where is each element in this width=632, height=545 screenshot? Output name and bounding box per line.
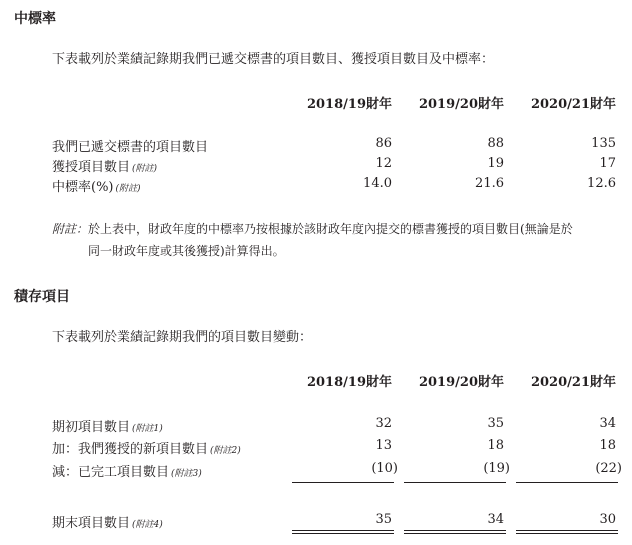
subtotal-rule: [292, 482, 394, 483]
column-header-2019-20: 2019/20財年: [418, 97, 504, 112]
table-cell: 35: [487, 416, 504, 431]
table-cell: 34: [487, 512, 504, 527]
section-intro-backlog: 下表載列於業績記錄期我們的項目數目變動：: [52, 330, 313, 345]
table-cell: 32: [375, 416, 392, 431]
section-title-backlog: 積存項目: [14, 289, 70, 305]
table-cell: 14.0: [363, 176, 392, 191]
table-cell: (19): [483, 461, 510, 476]
total-double-rule: [404, 530, 506, 534]
subtotal-rule: [404, 482, 506, 483]
row-label-awarded-projects: 獲授項目數目: [52, 160, 131, 175]
table-row-label: [52, 461, 202, 480]
table-cell: 19: [487, 156, 504, 171]
total-double-rule: [292, 530, 394, 534]
footnote-text-1: 於上表中，財政年度的中標率乃按根據於該財政年度內提交的標書獲授的項目數目(無論是於: [88, 222, 573, 236]
table-cell: 88: [487, 136, 504, 151]
section-title-bid-success-rate: 中標率: [14, 11, 56, 27]
total-double-rule: [516, 530, 618, 534]
table-cell: 18: [487, 438, 504, 453]
table-row-label: [52, 438, 241, 457]
table-row-label: [52, 136, 208, 155]
footnote-line-2: 同一財政年度或其後獲授)計算得出。: [88, 244, 285, 258]
row-note: (附註3): [171, 469, 202, 479]
table-cell: (22): [595, 461, 622, 476]
row-note: (附註2): [210, 446, 241, 456]
table-cell: 34: [599, 416, 616, 431]
section-intro-bid-success-rate: 下表載列於業績記錄期我們已遞交標書的項目數目、獲授項目數目及中標率：: [52, 52, 495, 67]
row-note: (附註): [115, 184, 141, 194]
column-header-2020-21: 2020/21財年: [530, 375, 616, 390]
table-cell: 13: [375, 438, 392, 453]
row-label-opening: 期初項目數目: [52, 420, 131, 435]
table-cell: 17: [599, 156, 616, 171]
footnote-prefix: 附註：: [52, 222, 89, 236]
row-note: (附註4): [132, 520, 163, 530]
column-header-2018-19: 2018/19財年: [306, 375, 392, 390]
table-cell: (10): [371, 461, 398, 476]
table-cell: 135: [591, 136, 616, 151]
table-row-label: [52, 512, 163, 531]
table-cell: 35: [375, 512, 392, 527]
column-header-2018-19: 2018/19財年: [306, 97, 392, 112]
row-note: (附註): [132, 164, 158, 174]
table-cell: 18: [599, 438, 616, 453]
row-label-submitted-tenders: 我們已遞交標書的項目數目: [52, 140, 209, 155]
row-label-closing: 期末項目數目: [52, 516, 131, 531]
column-header-2020-21: 2020/21財年: [530, 97, 616, 112]
table-cell: 21.6: [475, 176, 504, 191]
row-label-success-rate: 中標率(%): [52, 180, 114, 195]
table-cell: 30: [599, 512, 616, 527]
table-cell: 86: [375, 136, 392, 151]
table-cell: 12: [375, 156, 392, 171]
row-note: (附註1): [132, 424, 163, 434]
table-row-label: [52, 176, 141, 195]
subtotal-rule: [516, 482, 618, 483]
row-label-completed: 減：已完工項目數目: [52, 465, 170, 480]
table-row-label: [52, 156, 157, 175]
footnote-line-1: [52, 220, 573, 237]
table-row-label: [52, 416, 163, 435]
row-label-new-awarded: 加：我們獲授的新項目數目: [52, 442, 209, 457]
table-cell: 12.6: [587, 176, 616, 191]
column-header-2019-20: 2019/20財年: [418, 375, 504, 390]
